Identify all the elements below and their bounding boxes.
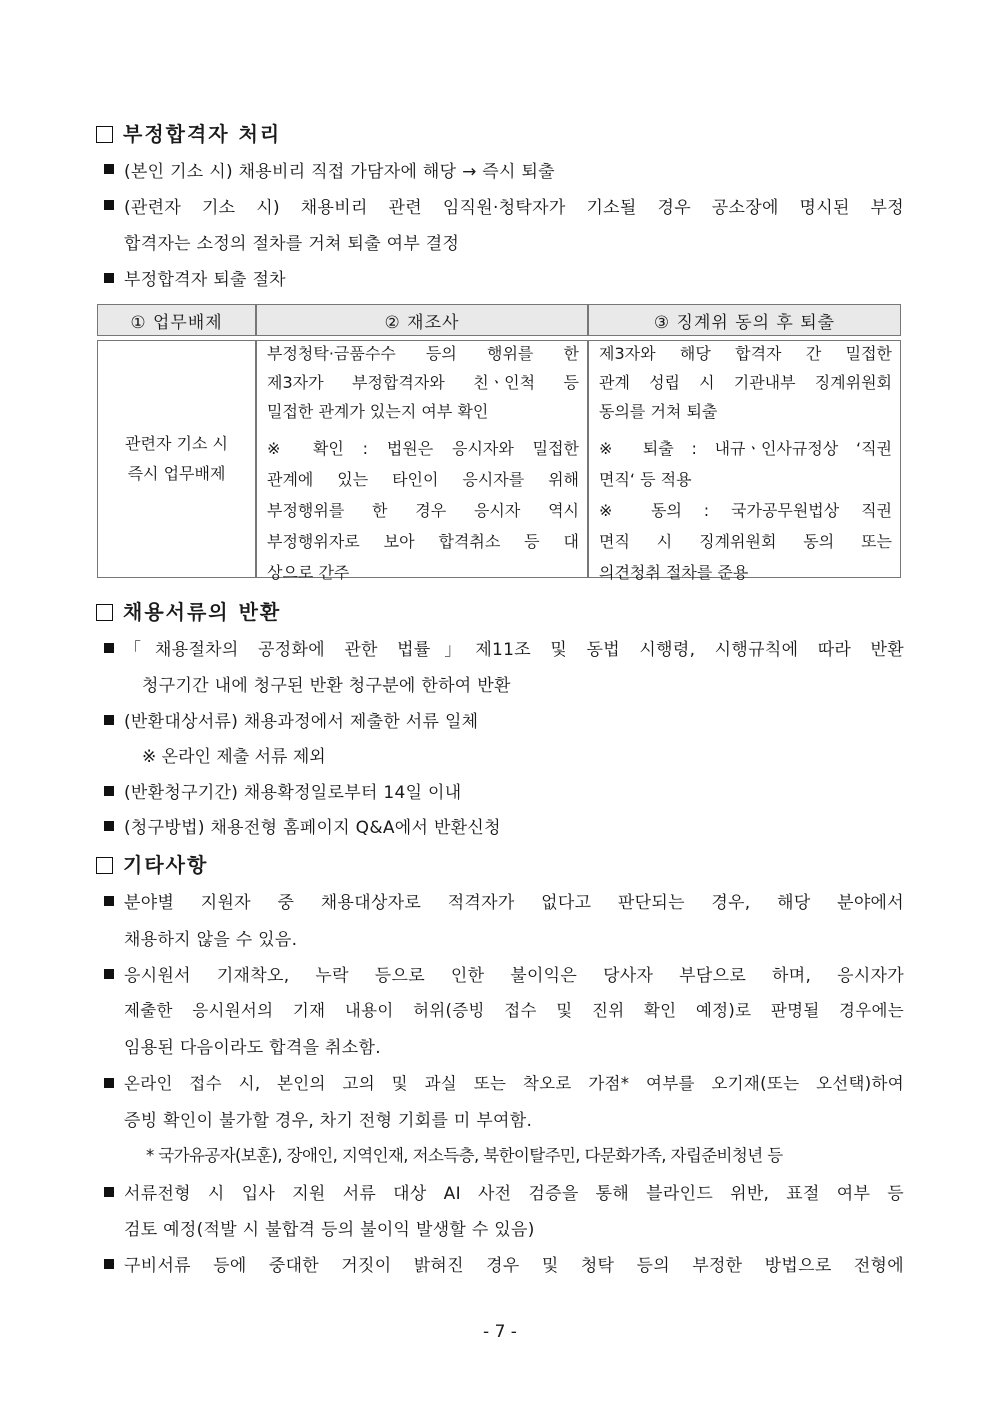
table-cell-expulsion — [588, 340, 901, 582]
square-bullet-icon — [104, 1259, 114, 1269]
table-cell-dismissal — [97, 340, 256, 578]
page-number: - 7 - — [483, 1322, 517, 1342]
square-bullet-icon — [104, 164, 114, 174]
list-item: 「채용절차의 공정화에 관한 법률」제11조 및 동법 시행령, 시행규칙에 따라 반환 — [124, 640, 904, 660]
note-text: ※ 온라인 제출 서류 제외 — [142, 747, 326, 767]
footnote-text: * 국가유공자(보훈), 장애인, 지역인재, 저소득층, 북한이탈주민, 다문화가족, 자립준비청년 등 — [146, 1146, 783, 1165]
list-item-continuation: 청구기간 내에 청구된 반환 청구분에 한하여 반환 — [142, 676, 511, 696]
cell-text: 면직 시 징계위원회 동의 또는 — [599, 532, 892, 551]
square-bullet-icon — [104, 786, 114, 796]
list-item-continuation: 제출한 응시원서의 기재 내용이 허위(증빙 접수 및 진위 확인 예정)로 판명될 경우에는 — [124, 1001, 904, 1020]
list-item: 부정합격자 퇴출 절차 — [124, 270, 286, 290]
cell-text: 제3자가 부정합격자와 친ㆍ인척 등 — [267, 373, 579, 392]
cell-text: ※ 확인 : 법원은 응시자와 밀접한 — [267, 439, 579, 458]
checkbox-square-icon — [96, 126, 113, 143]
list-item: 응시원서 기재착오, 누락 등으로 인한 불이익은 당사자 부담으로 하며, 응시자가 — [124, 966, 904, 986]
cell-text: 제3자와 해당 합격자 간 밀접한 — [599, 344, 892, 363]
fraud-procedure-table — [97, 304, 901, 582]
cell-text: 동의를 거쳐 퇴출 — [599, 402, 718, 421]
square-bullet-icon — [104, 200, 114, 210]
cell-text: 관계 성립 시 기관내부 징계위원회 — [599, 373, 892, 392]
list-item-continuation: 검토 예정(적발 시 불합격 등의 불이익 발생할 수 있음) — [124, 1220, 535, 1240]
square-bullet-icon — [104, 969, 114, 979]
list-item: 서류전형 시 입사 지원 서류 대상 AI 사전 검증을 통해 블라인드 위반, 표절 여부 등 — [124, 1184, 904, 1204]
cell-text: 밀접한 관계가 있는지 여부 확인 — [267, 402, 489, 421]
list-item: 분야별 지원자 중 채용대상자로 적격자가 없다고 판단되는 경우, 해당 분야에서 — [124, 893, 904, 913]
list-item-continuation: 합격자는 소정의 절차를 거쳐 퇴출 여부 결정 — [124, 234, 460, 254]
list-item-continuation: 임용된 다음이라도 합격을 취소함. — [124, 1038, 381, 1058]
square-bullet-icon — [104, 273, 114, 283]
section-title-misc: 기타사항 — [96, 849, 208, 878]
cell-text: 부정행위를 한 경우 응시자 역시 — [267, 501, 579, 520]
list-item: 온라인 접수 시, 본인의 고의 및 과실 또는 착오로 가점* 여부를 오기재(또는 오선택)하여 — [124, 1074, 904, 1093]
square-bullet-icon — [104, 1187, 114, 1197]
list-item: (청구방법) 채용전형 홈페이지 Q&A에서 반환신청 — [124, 818, 501, 838]
cell-text: ※ 동의 : 국가공무원법상 직권 — [599, 501, 892, 520]
list-item: (반환대상서류) 채용과정에서 제출한 서류 일체 — [124, 712, 479, 732]
cell-text: ※ 퇴출 : 내규ㆍ인사규정상 ‘직권 — [599, 439, 892, 458]
cell-text: 관계에 있는 타인이 응시자를 위해 — [267, 470, 579, 489]
section-title-fraud: 부정합격자 처리 — [96, 118, 281, 147]
square-bullet-icon — [104, 643, 114, 653]
table-header: ① 업무배제 — [97, 304, 256, 336]
square-bullet-icon — [104, 1078, 114, 1088]
cell-text: 관련자 기소 시 — [125, 434, 228, 453]
list-item: (반환청구기간) 채용확정일로부터 14일 이내 — [124, 783, 462, 803]
cell-text: 부정청탁·금품수수 등의 행위를 한 — [267, 344, 579, 363]
square-bullet-icon — [104, 715, 114, 725]
table-header: ③ 징계위 동의 후 퇴출 — [588, 304, 901, 336]
square-bullet-icon — [104, 821, 114, 831]
list-item: (관련자 기소 시) 채용비리 관련 임직원·청탁자가 기소될 경우 공소장에 명시된 부정 — [124, 198, 904, 218]
list-item-continuation: 채용하지 않을 수 있음. — [124, 930, 298, 950]
checkbox-square-icon — [96, 857, 113, 874]
list-item-continuation: 증빙 확인이 불가할 경우, 차기 전형 기회를 미 부여함. — [124, 1111, 533, 1131]
checkbox-square-icon — [96, 604, 113, 621]
cell-text: 상으로 간주 — [267, 563, 350, 582]
cell-text: 부정행위자로 보아 합격취소 등 대 — [267, 532, 579, 551]
table-header: ② 재조사 — [256, 304, 588, 336]
section-title-document-return: 채용서류의 반환 — [96, 596, 281, 625]
cell-text: 면직‘ 등 적용 — [599, 470, 692, 489]
list-item: 구비서류 등에 중대한 거짓이 밝혀진 경우 및 청탁 등의 부정한 방법으로 전형에 — [124, 1256, 904, 1276]
cell-text: 즉시 업무배제 — [127, 464, 226, 483]
square-bullet-icon — [104, 896, 114, 906]
table-cell-reinvestigation — [256, 340, 588, 582]
cell-text: 의견청취 절차를 준용 — [599, 563, 749, 582]
list-item: (본인 기소 시) 채용비리 직접 가담자에 해당 → 즉시 퇴출 — [124, 162, 555, 182]
